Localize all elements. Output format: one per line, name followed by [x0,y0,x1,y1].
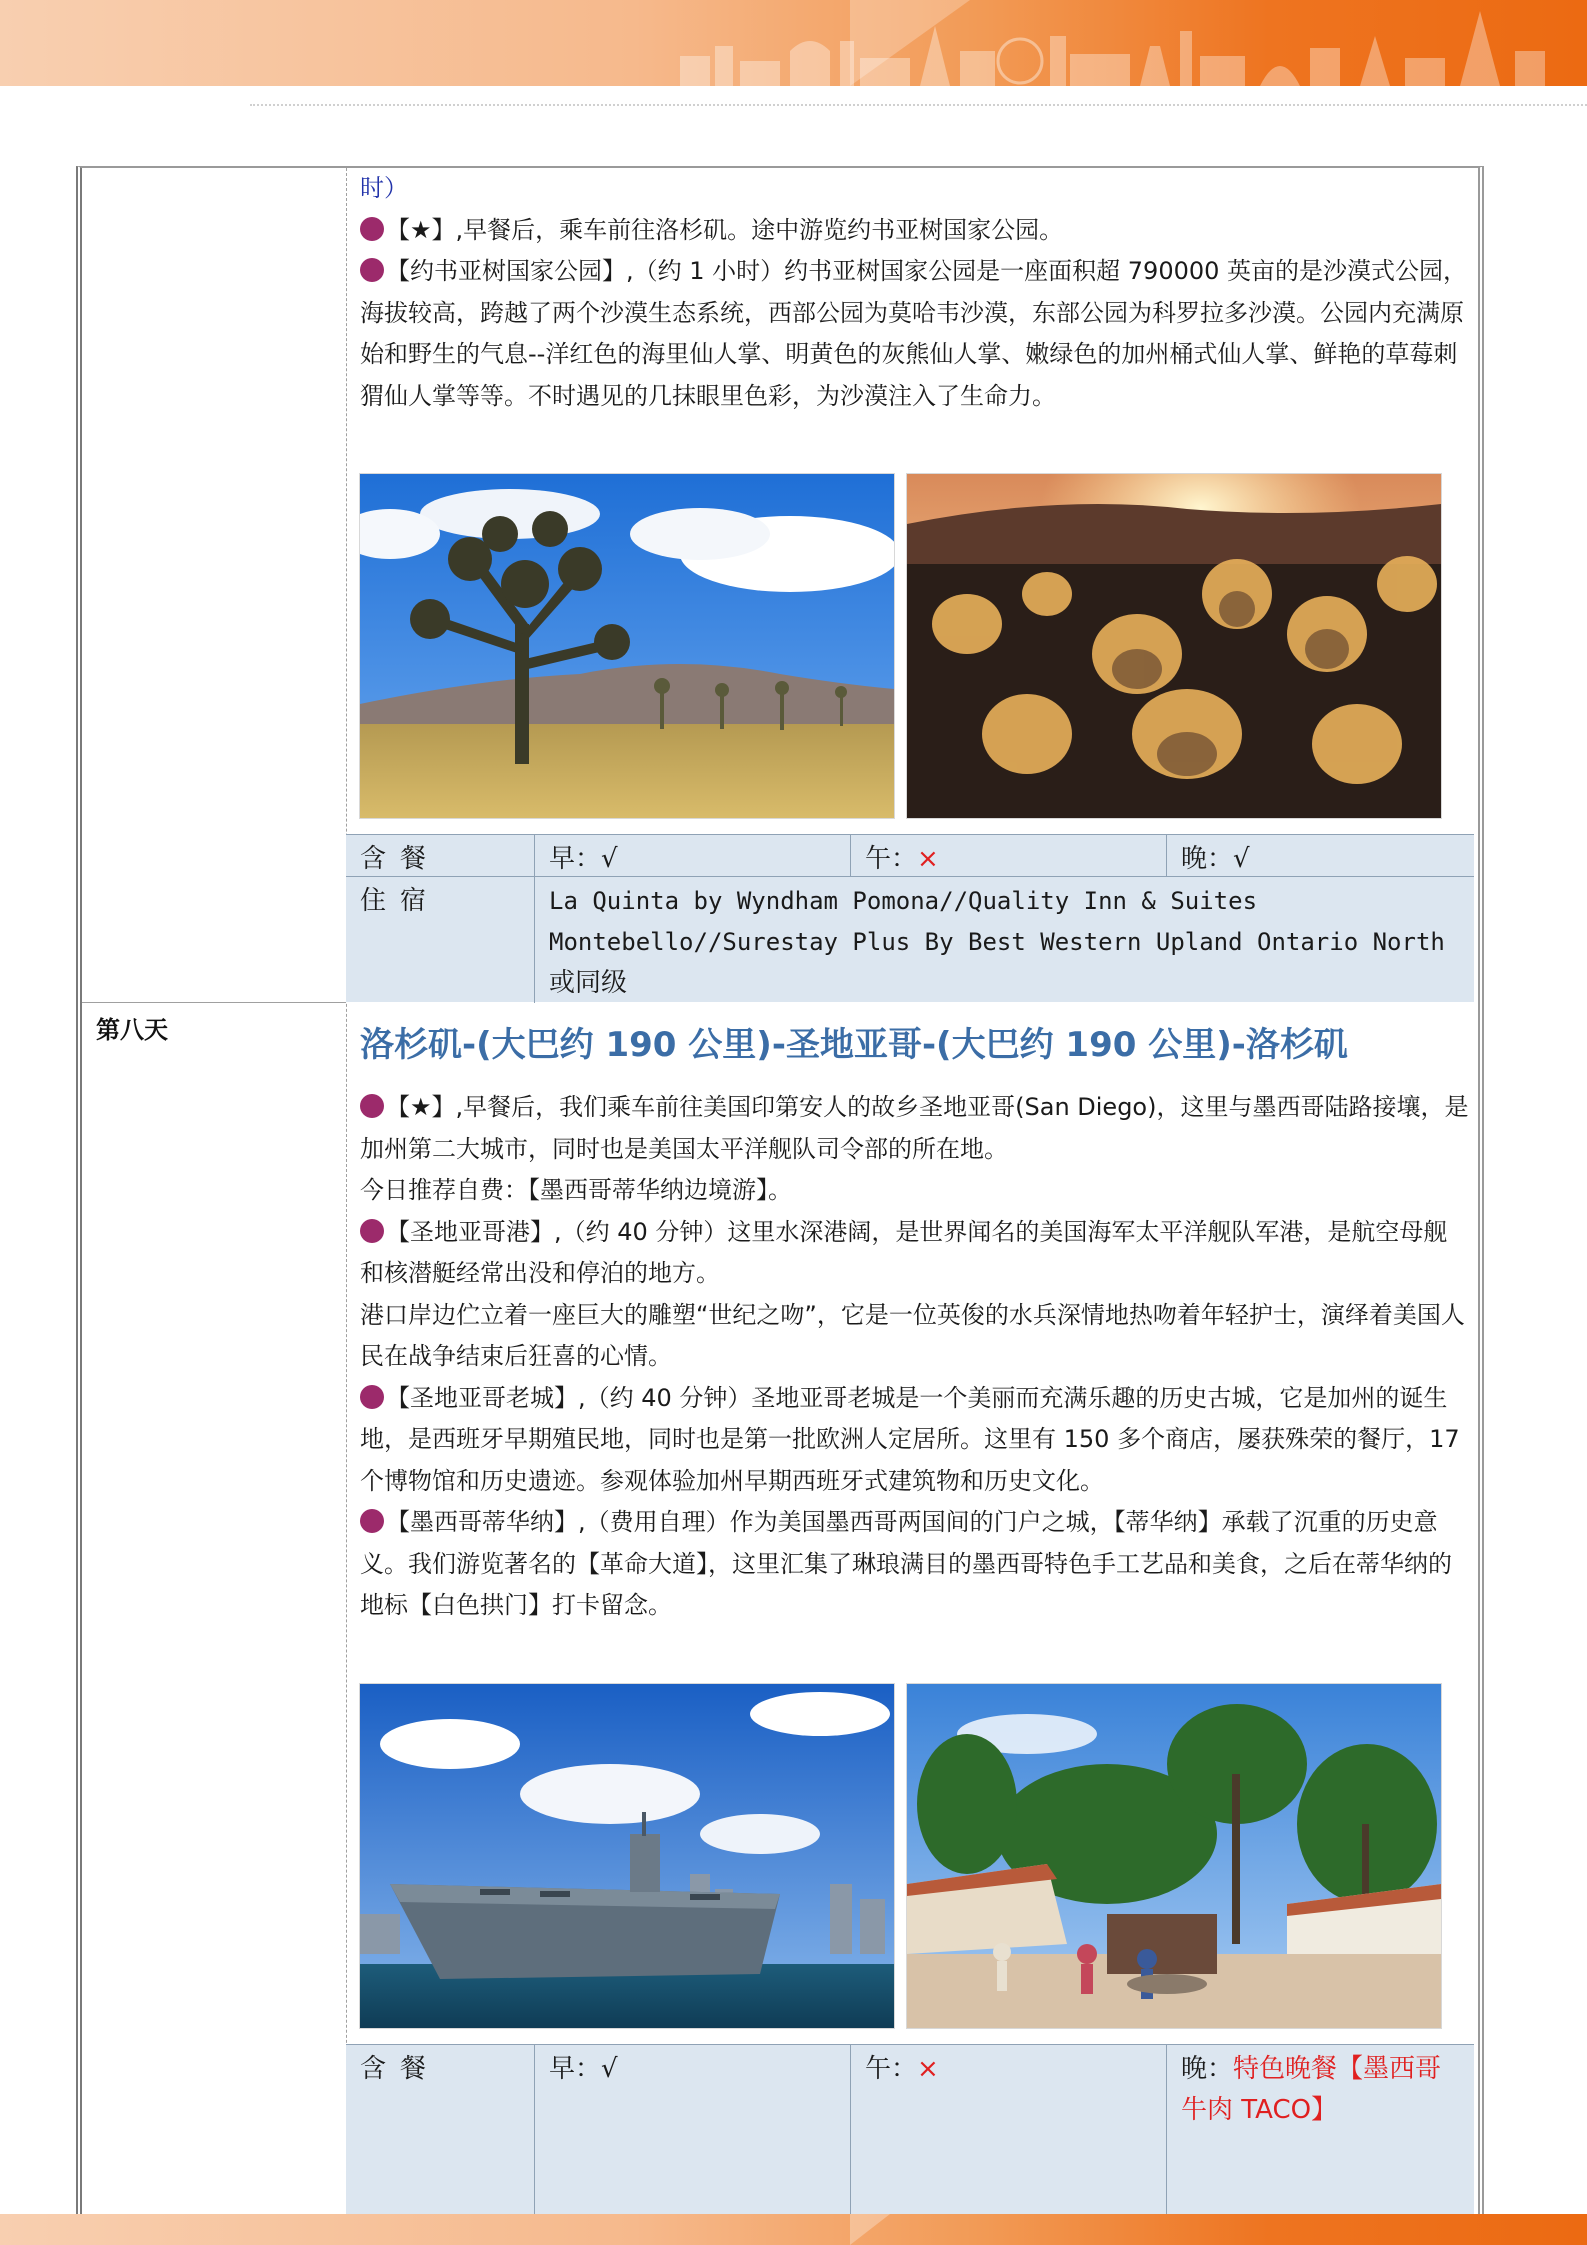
cross-icon: × [917,844,939,874]
paragraph: 【圣地亚哥老城】,（约 40 分钟）圣地亚哥老城是一个美丽而充满乐趣的历史古城，它是加州的诞生地，是西班牙早期殖民地，同时也是第一批欧洲人定居所。这里有 150 多个商店，屡获殊荣的餐厅，17 个博物馆和历史遗迹。参观体验加州早期西班牙式建筑物和历史文化。 [360,1383,1460,1495]
lodging-label: 住宿 [360,886,441,916]
meal-row [346,2044,1474,2215]
dinner-cell: 晚：特色晚餐【墨西哥牛肉 TACO】 [1166,2045,1474,2215]
continuation-text: 时） [360,174,408,202]
day-row-divider [82,1002,346,1003]
bullet-icon [360,258,384,282]
dinner-cell: 晚：√ [1166,835,1474,877]
paragraph: 【★】,早餐后，乘车前往洛杉矶。途中游览约书亚树国家公园。 [360,210,1470,252]
joshua-tree-photo [360,474,894,818]
aircraft-carrier-photo [360,1684,894,2028]
breakfast-cell: 早：√ [534,835,850,877]
special-dinner: 特色晚餐【墨西哥牛肉 TACO】 [1181,2054,1442,2125]
paragraph: 【墨西哥蒂华纳】,（费用自理）作为美国墨西哥两国间的门户之城，【蒂华纳】承载了沉重的历史意义。我们游览著名的【革命大道】，这里汇集了琳琅满目的墨西哥特色手工艺品和美食，之后在蒂华纳的地标【白色拱门】打卡留念。 [360,1508,1452,1619]
lunch-cell: 午：× [850,835,1166,877]
meal-label: 含餐 [360,2054,441,2084]
day8-meal-grid [346,2044,1474,2214]
day8-label: 第八天 [96,1016,168,1044]
cross-icon: × [917,2054,939,2084]
footer-wedge [850,2214,890,2245]
paragraph: 【★】,早餐后，我们乘车前往美国印第安人的故乡圣地亚哥(San Diego)，这里与墨西哥陆路接壤，是加州第二大城市，同时也是美国太平洋舰队司令部的所在地。 [360,1093,1469,1163]
footer-banner [0,2214,1587,2245]
day7-meal-lodging-grid [346,834,1474,1002]
bullet-icon [360,1219,384,1243]
column-divider [346,168,347,2228]
header-banner [0,0,1587,86]
bullet-icon [360,1385,384,1409]
old-town-courtyard-photo [907,1684,1441,2028]
bullet-icon [360,1094,384,1118]
paragraph: 港口岸边伫立着一座巨大的雕塑“世纪之吻”，它是一位英俊的水兵深情地热吻着年轻护士，演绎着美国人民在战争结束后狂喜的心情。 [360,1300,1465,1370]
breakfast-cell: 早：√ [534,2045,850,2215]
cholla-cactus-sunset-photo [907,474,1441,818]
meal-label: 含餐 [360,844,441,874]
paragraph: 【圣地亚哥港】,（约 40 分钟）这里水深港阔，是世界闻名的美国海军太平洋舰队军港，是航空母舰和核潜艇经常出没和停泊的地方。 [360,1217,1448,1287]
bullet-icon [360,217,384,241]
day8-title: 洛杉矶-(大巴约 190 公里)-圣地亚哥-(大巴约 190 公里)-洛杉矶 [360,1025,1348,1065]
day8-description [360,1087,1470,1627]
meal-row [346,834,1474,877]
city-skyline-icon [660,6,1560,86]
lodging-hotels: La Quinta by Wyndham Pomona//Quality Inn & Suites Montebello//Surestay Plus By Best Western Upland Ontario North或同级 [534,877,1474,1003]
paragraph: 今日推荐自费：【墨西哥蒂华纳边境游】。 [360,1176,792,1204]
header-rule [250,104,1587,106]
lunch-cell: 午：× [850,2045,1166,2215]
day7-description [360,168,1470,417]
lodging-row [346,876,1474,1003]
bullet-icon [360,1509,384,1533]
paragraph: 【约书亚树国家公园】,（约 1 小时）约书亚树国家公园是一座面积超 790000 英亩的是沙漠式公园，海拔较高，跨越了两个沙漠生态系统，西部公园为莫哈韦沙漠，东部公园为科罗拉多沙漠。公园内充满原始和野生的气息--洋红色的海里仙人掌、明黄色的灰熊仙人掌、嫩绿色的加州桶式仙人掌、鲜艳的草莓刺猬仙人掌等等。不时遇见的几抹眼里色彩，为沙漠注入了生命力。 [360,257,1468,410]
